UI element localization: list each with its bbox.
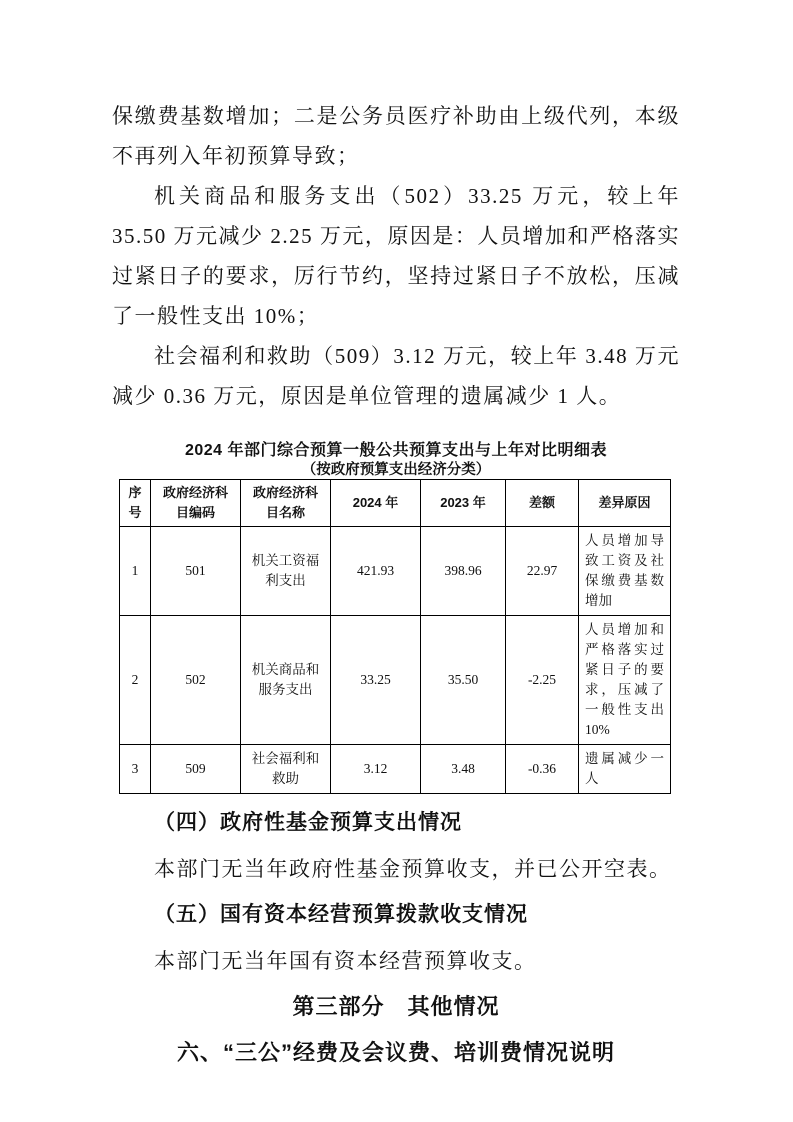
header-name: 政府经济科目名称 — [241, 480, 331, 527]
cell-name: 社会福利和救助 — [241, 745, 331, 794]
cell-no: 2 — [120, 616, 151, 745]
section-heading-5: （五）国有资本经营预算拨款收支情况 — [154, 903, 528, 926]
table-header-row — [120, 480, 671, 527]
header-2024: 2024 年 — [331, 480, 421, 527]
header-diff: 差额 — [506, 480, 579, 527]
cell-name: 机关工资福利支出 — [241, 527, 331, 616]
cell-name: 机关商品和服务支出 — [241, 616, 331, 745]
cell-2023: 3.48 — [421, 745, 506, 794]
cell-2024: 33.25 — [331, 616, 421, 745]
section-heading-4: （四）政府性基金预算支出情况 — [154, 811, 462, 834]
paragraph-goods-services: 机关商品和服务支出（502）33.25 万元，较上年 35.50 万元减少 2.25 万元，原因是：人员增加和严格落实过紧日子的要求，厉行节约，坚持过紧日子不放松，压减了一般性支出 10%； — [112, 184, 680, 328]
cell-2024: 421.93 — [331, 527, 421, 616]
section-heading-6: 六、“三公”经费及会议费、培训费情况说明 — [176, 1040, 615, 1065]
section-paragraph-4: 本部门无当年政府性基金预算收支，并已公开空表。 — [154, 857, 672, 881]
table-row — [120, 745, 671, 794]
cell-diff: -0.36 — [506, 745, 579, 794]
cell-code: 501 — [151, 527, 241, 616]
cell-2024: 3.12 — [331, 745, 421, 794]
cell-diff: -2.25 — [506, 616, 579, 745]
cell-code: 509 — [151, 745, 241, 794]
header-2023: 2023 年 — [421, 480, 506, 527]
part3-title: 第三部分 其他情况 — [292, 994, 500, 1019]
cell-2023: 398.96 — [421, 527, 506, 616]
paragraph-continued: 保缴费基数增加；二是公务员医疗补助由上级代列，本级不再列入年初预算导致； — [112, 104, 680, 168]
section-paragraph-5: 本部门无当年国有资本经营预算收支。 — [154, 949, 537, 973]
cell-reason: 人员增加和严格落实过紧日子的要求，压减了一般性支出 10% — [579, 616, 671, 745]
table-row — [120, 616, 671, 745]
cell-no: 3 — [120, 745, 151, 794]
budget-comparison-table — [119, 479, 671, 794]
header-no: 序号 — [120, 480, 151, 527]
cell-2023: 35.50 — [421, 616, 506, 745]
table-row — [120, 527, 671, 616]
header-code: 政府经济科目编码 — [151, 480, 241, 527]
cell-code: 502 — [151, 616, 241, 745]
cell-reason: 人员增加导致工资及社保缴费基数增加 — [579, 527, 671, 616]
paragraph-social-welfare: 社会福利和救助（509）3.12 万元，较上年 3.48 万元减少 0.36 万元，原因是单位管理的遗属减少 1 人。 — [112, 344, 680, 408]
cell-no: 1 — [120, 527, 151, 616]
table-subtitle: （按政府预算支出经济分类） — [301, 462, 491, 478]
cell-diff: 22.97 — [506, 527, 579, 616]
cell-reason: 遗属减少一人 — [579, 745, 671, 794]
table-title: 2024 年部门综合预算一般公共预算支出与上年对比明细表 — [184, 442, 608, 459]
header-reason: 差异原因 — [579, 480, 671, 527]
